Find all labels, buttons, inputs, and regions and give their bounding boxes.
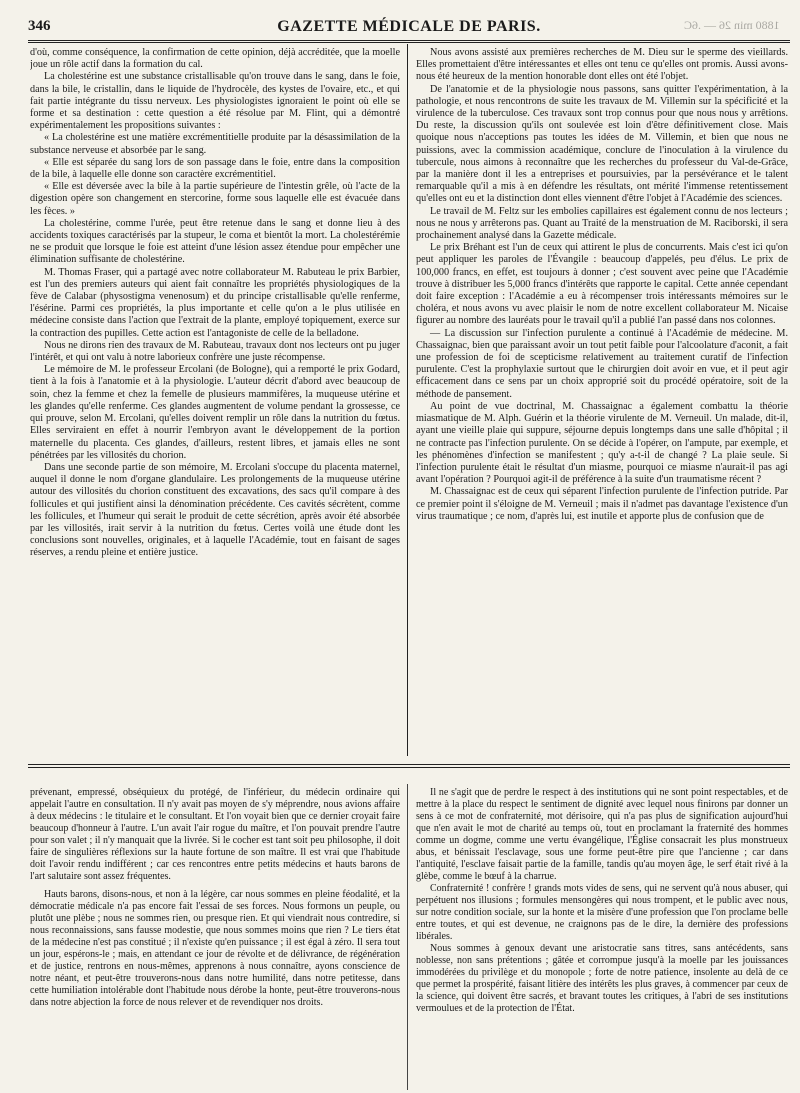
lower-left-column — [30, 787, 400, 1093]
paragraph: De l'anatomie et de la physiologie nous passons, sans quitter l'expérimentation, à la pathologie, et nous rencontrons de suite les travaux de M. Villemin sur la spécificité et la virulence de la tuberculose. Ces travaux sont trop connus pour que nous nous y arrêtions. Du reste, la discussion qu'ils ont soulevée est loin d'être définitivement close. Mais quoique nous n'acceptions pas toutes les idées de M. Villemin, et bien que nous ne puissions, avec la commission académique, conclure de l'inoculation à la virulence du tubercule, nous aimons à reconnaître que les recherches du professeur du Val-de-Grâce, par la manière dont il les a entreprises et poursuivies, par la persévérance et le talent remarquable qu'il a mis à en défendre les résultats, ont mérité l'immense retentissement qu'elles ont eu et la distinction dont elles viennent d'être l'objet à l'Académie des sciences. — [416, 83, 788, 205]
paragraph: « Elle est déversée avec la bile à la partie supérieure de l'intestin grêle, où l'acte de la digestion opère son changement en stercorine, forme sous laquelle elle est évacuée dans les fèces. » — [30, 181, 400, 217]
paragraph: — La discussion sur l'infection purulente a continué à l'Académie de médecine. M. Chassaignac, bien que paraissant avoir un tout petit faible pour l'alcoolature d'aconit, a fait une profession de foi de scepticisme relativement au traitement curatif de l'infection purulente. C'est la prophylaxie surtout que le chirurgien doit avoir en vue, et il peut agir efficacement dans ce sens par un choix approprié soit du procédé opératoire, soit de la méthode de pansement. — [416, 327, 788, 400]
feuilleton-rule — [28, 764, 790, 765]
paragraph: Le travail de M. Feltz sur les embolies capillaires est également connu de nos lecteurs ; nous ne nous y arrêterons pas. Quant au Traité de la menstruation de M. Raciborski, il sera prochainement analysé dans la Gazette médicale. — [416, 205, 788, 242]
header-rule-double — [28, 42, 790, 43]
paragraph: Dans une seconde partie de son mémoire, M. Ercolani s'occupe du placenta maternel, auquel il donne le nom d'organe glandulaire. Les prolongements de la muqueuse utérine autour des villosités du chorion constituent des excavations, des sacs qu'il compare à des follicules et qui justifient ainsi la dénomination précédente. Ces cavités sécrètent, comme les follicules, et l'humeur qui serait le produit de cette sécrétion, après avoir été absorbée par les villosités, irait servir à la nutrition du fœtus. Certes voilà une étude dont les conclusions sont nouvelles, originales, et à laquelle l'Académie, tout en faisant de sages réserves, a rendu pleine et entière justice. — [30, 461, 400, 559]
page-header — [28, 16, 790, 38]
paragraph: La cholestérine est une substance cristallisable qu'on trouve dans le sang, dans le foie, dans la bile, le cristallin, dans le liquide de l'hydrocèle, des kystes de l'ovaire, etc., et qui fait partie intégrante du tissu nerveux. Les physiologistes ignoraient le point où elle se forme et sa destination : cette question a été résolue par M. Flint, qui a démontré expérimentalement les propositions suivantes : — [30, 71, 400, 132]
journal-title: GAZETTE MÉDICALE DE PARIS. — [277, 18, 541, 35]
paragraph: prévenant, empressé, obséquieux du protégé, de l'inférieur, du médecin ordinaire qui appelait l'autre en consultation. Il n'y avait pas moyen de s'y méprendre, nous avions affaire à deux médecins : le titulaire et le consultant. Et l'on voyait bien que ce dernier croyait faire beaucoup d'honneur à l'autre. L'un avait l'air rogue du maître, et l'on pouvait prendre l'autre pour son valet ; il n'y manquait que la livrée. Si le cocher est tant soit peu philosophe, il doit faire de singulières réflexions sur la haute fortune de son maître. Il est vrai que l'habitude doit l'avoir rendu indifférent ; car ces rencontres entre petits médecins et hauts barons de l'art salutaire sont assez fréquentes. — [30, 787, 400, 882]
paragraph: M. Chassaignac est de ceux qui séparent l'infection purulente de l'infection putride. Par ce premier point il s'éloigne de M. Verneuil ; mais il n'admet pas davantage l'existence d'un virus traumatique ; ce nom, d'après lui, est inutile et apporte plus de confusion que de — [416, 486, 788, 522]
feuilleton-rule-double — [28, 767, 790, 768]
paragraph: Nous sommes à genoux devant une aristocratie sans titres, sans antécédents, sans noblesse, non sans prétentions ; gâtée et corrompue jusqu'à la moelle par les jouissances immodérées du privilège et du monopole ; forte de notre patience, insolente au delà de ce que permet la prospérité, faisant litière des intérêts les plus graves, à commencer par ceux de la science, qui doivent être sacrés, et bravant toutes les critiques, à l'abri de ses institutions vermoulues et de la protection de l'État. — [416, 943, 788, 1014]
feuilleton-separator — [407, 784, 408, 1090]
paragraph: La cholestérine, comme l'urée, peut être retenue dans le sang et donne lieu à des accidents toxiques caractérisés par la stupeur, le coma et bientôt la mort. La cholestérémie ne se produit que lorsque le foie est atteint d'une lésion assez étendue pour empêcher une élimination suffisante de cholestérine. — [30, 217, 400, 266]
paragraph: d'où, comme conséquence, la confirmation de cette opinion, déjà accréditée, que la moelle joue un rôle actif dans la formation du cal. — [30, 47, 400, 71]
header-rule — [28, 40, 790, 41]
paragraph: Le mémoire de M. le professeur Ercolani (de Bologne), qui a remporté le prix Godard, tient à la fois à l'anatomie et à la physiologie. L'auteur décrit d'abord avec beaucoup de soin, chez la femme et chez la femelle de plusieurs mammifères, la muqueuse utérine et les glandes qu'elle renferme. Ces glandes augmentent de volume pendant la grossesse, ce qui prouve, selon M. Ercolani, qu'elles doivent remplir un rôle dans la nutrition du fœtus. Elles serviraient en effet à nourrir l'embryon avant le développement de la portion maternelle du placenta. Ces glandes, d'ailleurs, restent libres, et jamais elles ne sont pénétrées par les villosités du chorion. — [30, 364, 400, 461]
paragraph: « Elle est séparée du sang lors de son passage dans le foie, entre dans la composition de la bile, à laquelle elle donne son caractère excrémentitiel. — [30, 156, 400, 181]
paragraph: M. Thomas Fraser, qui a partagé avec notre collaborateur M. Rabuteau le prix Barbier, est l'un des premiers auteurs qui aient fait connaître les propriétés physiologiques de la fève de Calabar (physostigma venenosum) et du principe cristallisable qu'elle renferme, l'ésérine. Parmi ces propriétés, la plus importante et celle qu'on a le plus utilisée en médecine consiste dans l'action que l'extrait de la plante, employé topiquement, exerce sur la contraction des pupilles. Cette action est l'antagoniste de celle de la belladone. — [30, 266, 400, 339]
upper-right-column — [416, 47, 788, 757]
page-number: 346 — [28, 18, 51, 34]
paragraph: « La cholestérine est une matière excrémentitielle produite par la désassimilation de la substance nerveuse et absorbée par le sang. — [30, 132, 400, 156]
upper-left-column — [30, 47, 400, 757]
lower-right-column — [416, 787, 788, 1093]
column-separator — [407, 44, 408, 756]
paragraph: Au point de vue doctrinal, M. Chassaignac a également combattu la théorie miasmatique de M. Alph. Guérin et la théorie virulente de M. Verneuil. Un malade, dit-il, ayant une vieille plaie qui suppure, séjourne depuis longtemps dans une salle d'hôpital ; il ne contracte pas l'infection purulente. On se décide à l'opérer, on l'ampute, par exemple, et les phénomènes d'infection se manifestent ; qu'y a-t-il de changé ? La plaie seule. Si l'infection purulente était le résultat d'un miasme, pourquoi ce miasme n'aurait-il pas agi avant l'opération ? Pourquoi agit-il de préférence à la suite d'un traumatisme récent ? — [416, 400, 788, 486]
paragraph: Confraternité ! confrère ! grands mots vides de sens, qui ne servent qu'à nous abuser, qui perpétuent nos illusions ; formules mensongères qui nous trompent, et le public avec nous, sur notre condition sociale, sur la honte et la misère d'une profession que l'on proclame belle entre toutes, et qui est devenue, ne craignons pas de le dire, la dernière des professions libérales. — [416, 883, 788, 942]
paragraph: Nous ne dirons rien des travaux de M. Rabuteau, travaux dont nos lecteurs ont pu juger l'intérêt, et qui ont valu à notre laborieux confrère une juste récompense. — [30, 339, 400, 364]
paragraph: Nous avons assisté aux premières recherches de M. Dieu sur le sperme des vieillards. Elles promettaient d'être intéressantes et elles ont tenu ce qu'elles ont promis. Aussi avons-nous été heureux de la mention honorable dont elles ont été l'objet. — [416, 47, 788, 83]
paragraph: Hauts barons, disons-nous, et non à la légère, car nous sommes en pleine féodalité, et la démocratie médicale n'a pas encore fait l'essai de ses forces. Nous formons un peuple, ou plutôt une plèbe ; nous ne sommes rien, ou presque rien. Et qui viendrait nous contredire, si nous reconnaissions, sans fausse modestie, que nous sommes moins que rien ? Le tiers état de la médecine n'est pas constitué ; il n'existe qu'en puissance ; il est égal à zéro. Il sera tout un jour, espérons-le ; mais, en attendant ce jour de révolte et de délivrance, de régénération et de justice, rentrons en nous-mêmes, apprenons à nous connaître, ayons conscience de notre néant, et peut-être trouverons-nous dans notre humilité, dans notre petitesse, dans cette humiliation intolérable dont l'habitude nous dérobe la honte, peut-être trouverons-nous dans notre abjection la force de nous relever et de revendiquer nos droits. — [30, 889, 400, 1008]
paragraph: Le prix Bréhant est l'un de ceux qui attirent le plus de concurrents. Mais c'est ici qu'on peut appliquer les paroles de l'Évangile : beaucoup d'appelés, peu d'élus. Le prix de 100,000 francs, en effet, est toujours à donner ; c'est souvent avec peine que l'Académie trouve à distribuer les 5,000 francs d'intérêts que rapporte le capital. Cette année cependant doit faire exception : l'Académie a eu à récompenser trois intéressants mémoires sur le choléra, et nous avons vu avec plaisir le nom de notre excellent collaborateur M. Nicaise figurer au nombre des lauréats pour le travail qu'il a publié l'an passé dans nos colonnes. — [416, 242, 788, 327]
bleed-through-text: 1880 min 26 — .6C — [684, 18, 780, 32]
paragraph: Il ne s'agit que de perdre le respect à des institutions qui ne sont point respectables, et de mettre à la place du respect le sentiment de dignité avec lequel nous finirons par donner un sens à ce mot de confraternité, mot dérisoire, qui n'a pas plus de signification aujourd'hui que n'en avait le mot de charité au temps où, tout en proclamant la fraternité des hommes comme un dogme, comme une vertu évangélique, l'Église consacrait les plus monstrueux abus, et bénissait l'esclavage, sous une forme peut-être pire que l'ancienne ; car dans l'antiquité, l'esclave faisait partie de la famille, tandis qu'au moyen âge, le serf était rivé à la glèbe, comme le bœuf à la charrue. — [416, 787, 788, 882]
